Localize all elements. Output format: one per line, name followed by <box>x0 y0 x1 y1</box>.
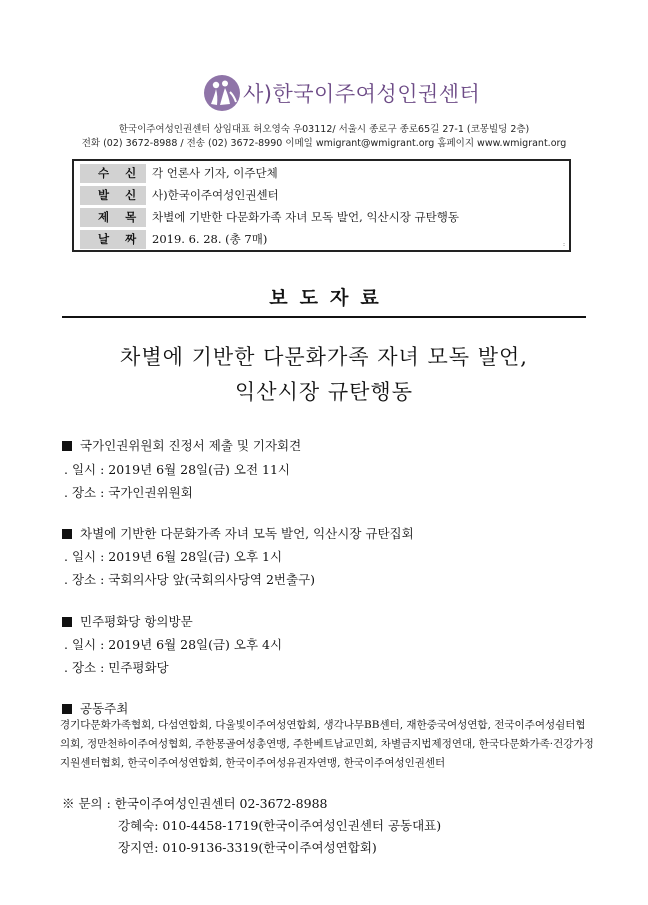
info-label: 제목 <box>80 208 146 227</box>
title-divider <box>62 316 586 318</box>
info-value: 각 언론사 기자, 이주단체 <box>152 166 278 180</box>
square-bullet-icon <box>62 529 72 539</box>
box-corner-mark: : <box>562 241 565 248</box>
section-title: 국가인권위원회 진정서 제출 및 기자회견 <box>62 436 301 454</box>
people-logo-icon <box>203 74 241 112</box>
section-line: . 일시 : 2019년 6월 28일(금) 오전 11시 <box>64 462 291 477</box>
inquiry-contact-1: 강혜숙: 010-4458-1719(한국이주여성인권센터 공동대표) <box>118 818 442 833</box>
section-line: . 장소 : 국가인권위원회 <box>64 485 193 500</box>
info-label: 발신 <box>80 186 146 205</box>
org-logo <box>203 74 481 114</box>
section-line: . 일시 : 2019년 6월 28일(금) 오후 1시 <box>64 549 283 564</box>
section-title: 차별에 기반한 다문화가족 자녀 모독 발언, 익산시장 규탄집회 <box>62 524 414 542</box>
contact-line: 전화 (02) 3672-8988 / 전송 (02) 3672-8990 이메일 wmigrant@wmigrant.org 홈페이지 www.wmigrant.org <box>81 138 567 149</box>
headline-line2: 익산시장 규탄행동 <box>235 380 413 404</box>
square-bullet-icon <box>62 441 72 451</box>
headline-line1: 차별에 기반한 다문화가족 자녀 모독 발언, <box>120 345 528 369</box>
info-value: 사)한국이주여성인권센터 <box>152 188 279 202</box>
cohost-title: 공동주최 <box>62 699 128 717</box>
info-box <box>72 159 571 252</box>
section-title: 민주평화당 항의방문 <box>62 612 193 630</box>
cohost-list: 경기다문화가족협회, 다섬연합회, 다울빛이주여성연합회, 생각나무BB센터, 재한중국여성연합, 전국이주여성쉼터협의회, 정만천하이주여성협회, 주한몽골여성총연맹, 주한베트남교민회, 차별금지법제정연대, 한국다문화가족·건강가정지원센터협회, 한국이주여성연합회, 한국이주여성유권자연맹, 한국이주여성인권센터 <box>60 719 594 769</box>
org-name: 사)한국이주여성인권센터 <box>243 82 481 106</box>
section-line: . 장소 : 민주평화당 <box>64 660 169 675</box>
press-release-label: 보도자료 <box>269 287 391 309</box>
info-label: 날짜 <box>80 230 146 249</box>
section-line: . 장소 : 국회의사당 앞(국회의사당역 2번출구) <box>64 572 316 587</box>
section-line: . 일시 : 2019년 6월 28일(금) 오후 4시 <box>64 637 283 652</box>
address-line: 한국이주여성인권센터 상임대표 허오영숙 우03112/ 서울시 종로구 종로65길 27-1 (코몽빌딩 2층) <box>118 124 530 135</box>
inquiry-contact-2: 장지연: 010-9136-3319(한국이주여성연합회) <box>118 840 377 855</box>
info-label: 수신 <box>80 164 146 183</box>
square-bullet-icon <box>62 617 72 627</box>
square-bullet-icon <box>62 704 72 714</box>
inquiry-main: ※ 문의 : 한국이주여성인권센터 02-3672-8988 <box>62 796 328 811</box>
info-value: 2019. 6. 28. (총 7매) <box>152 232 268 246</box>
info-value: 차별에 기반한 다문화가족 자녀 모독 발언, 익산시장 규탄행동 <box>152 210 459 224</box>
